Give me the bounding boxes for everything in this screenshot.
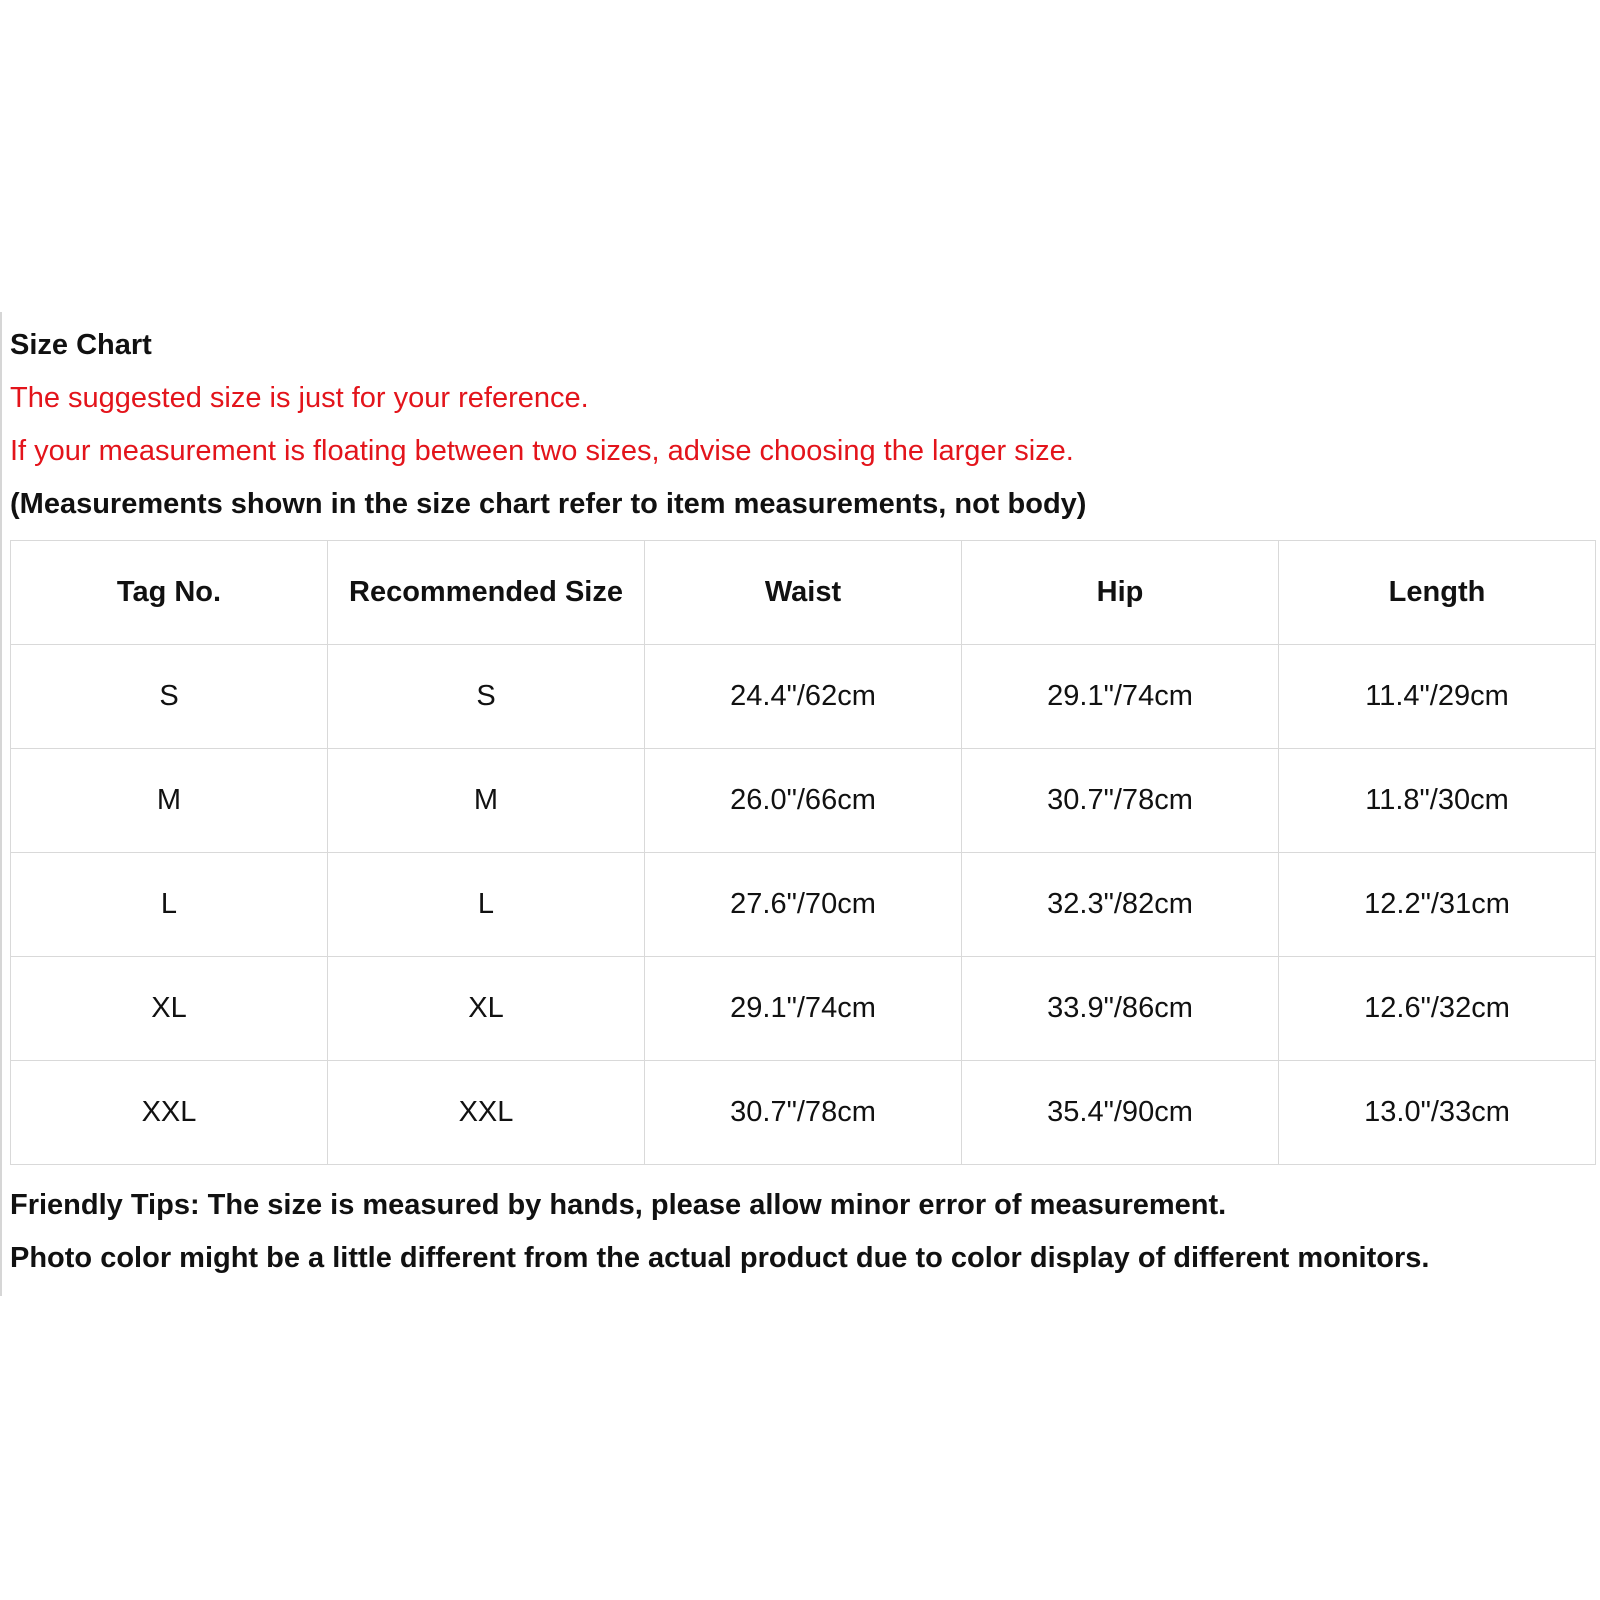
cell-tag-no: M [11,749,328,853]
header-waist: Waist [645,541,962,645]
cell-waist: 24.4"/62cm [645,645,962,749]
header-recommended-size: Recommended Size [328,541,645,645]
measurement-disclaimer: (Measurements shown in the size chart refer to item measurements, not body) [10,488,1087,520]
table-header-row [11,541,1596,645]
size-table [10,540,1596,1165]
cell-hip: 29.1"/74cm [962,645,1279,749]
cell-recommended-size: XXL [328,1061,645,1165]
table-row [11,853,1596,957]
cell-tag-no: XXL [11,1061,328,1165]
size-chart-sheet [0,312,1600,1296]
reference-note: The suggested size is just for your reference. [10,382,589,414]
cell-recommended-size: S [328,645,645,749]
cell-tag-no: L [11,853,328,957]
cell-length: 11.4"/29cm [1279,645,1596,749]
cell-recommended-size: L [328,853,645,957]
cell-recommended-size: XL [328,957,645,1061]
cell-hip: 35.4"/90cm [962,1061,1279,1165]
cell-waist: 30.7"/78cm [645,1061,962,1165]
header-length: Length [1279,541,1596,645]
cell-length: 11.8"/30cm [1279,749,1596,853]
cell-length: 12.2"/31cm [1279,853,1596,957]
header-tag-no: Tag No. [11,541,328,645]
header-hip: Hip [962,541,1279,645]
cell-length: 12.6"/32cm [1279,957,1596,1061]
larger-size-advice: If your measurement is floating between two sizes, advise choosing the larger size. [10,435,1074,467]
table-row [11,1061,1596,1165]
cell-waist: 27.6"/70cm [645,853,962,957]
size-chart-title: Size Chart [10,329,152,361]
cell-recommended-size: M [328,749,645,853]
cell-hip: 33.9"/86cm [962,957,1279,1061]
table-row [11,749,1596,853]
table-row [11,957,1596,1061]
cell-tag-no: XL [11,957,328,1061]
cell-hip: 32.3"/82cm [962,853,1279,957]
table-row [11,645,1596,749]
cell-waist: 29.1"/74cm [645,957,962,1061]
cell-hip: 30.7"/78cm [962,749,1279,853]
cell-length: 13.0"/33cm [1279,1061,1596,1165]
friendly-tips: Friendly Tips: The size is measured by hands, please allow minor error of measurement. [10,1189,1227,1221]
cell-tag-no: S [11,645,328,749]
cell-waist: 26.0"/66cm [645,749,962,853]
photo-color-note: Photo color might be a little different from the actual product due to color display of different monitors. [10,1242,1430,1274]
